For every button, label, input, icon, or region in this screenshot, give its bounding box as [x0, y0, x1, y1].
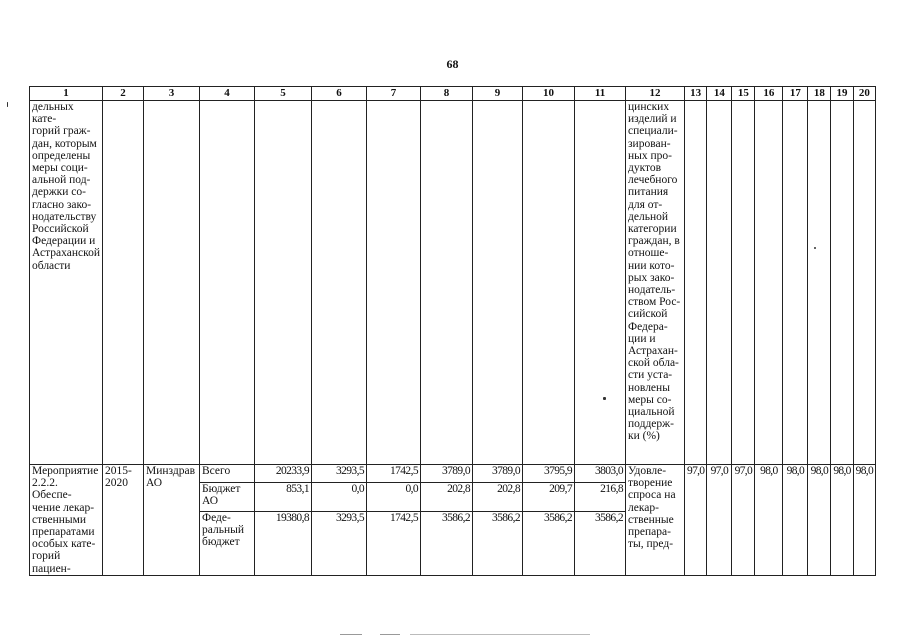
amount-cell: 1742,5 [367, 511, 421, 575]
empty-cell [783, 101, 808, 465]
amount-cell: 3789,0 [473, 465, 523, 483]
indicator-value-cell: 98,0 [783, 465, 808, 576]
amount-cell: 0,0 [312, 483, 367, 512]
empty-cell [732, 101, 755, 465]
activity-name-cell: Мероприятие 2.2.2. Обеспе- чение лекар- ственными препаратами особых кате- горий пациен- [30, 465, 103, 576]
amount-cell: 19380,8 [255, 511, 312, 575]
empty-cell [808, 101, 831, 465]
empty-cell [707, 101, 732, 465]
funding-source-cell: Бюджет АО [200, 483, 255, 512]
funding-source-cell: Феде- ральный бюджет [200, 511, 255, 575]
empty-cell [685, 101, 707, 465]
column-number: 17 [783, 87, 808, 101]
column-number: 3 [144, 87, 200, 101]
amount-cell: 202,8 [473, 483, 523, 512]
column-number: 12 [626, 87, 685, 101]
column-number: 2 [103, 87, 144, 101]
indicator-value-cell: 98,0 [755, 465, 783, 576]
column-number: 6 [312, 87, 367, 101]
empty-cell [103, 101, 144, 465]
amount-cell: 3293,5 [312, 511, 367, 575]
program-table [29, 86, 876, 576]
column-number: 14 [707, 87, 732, 101]
column-number: 4 [200, 87, 255, 101]
column-number: 8 [421, 87, 473, 101]
amount-cell: 3795,9 [523, 465, 575, 483]
amount-cell: 3803,0 [575, 465, 626, 483]
indicator-value-cell: 97,0 [732, 465, 755, 576]
funding-source-cell: Всего [200, 465, 255, 483]
scan-edge-line [340, 634, 362, 635]
amount-cell: 20233,9 [255, 465, 312, 483]
empty-cell [144, 101, 200, 465]
scan-speck [603, 397, 606, 400]
amount-cell: 0,0 [367, 483, 421, 512]
empty-cell [831, 101, 853, 465]
page-number: 68 [446, 57, 459, 71]
amount-cell: 202,8 [421, 483, 473, 512]
amount-cell: 3586,2 [473, 511, 523, 575]
empty-cell [575, 101, 626, 465]
column-number: 15 [732, 87, 755, 101]
empty-cell [367, 101, 421, 465]
amount-cell: 3586,2 [575, 511, 626, 575]
column-number: 19 [831, 87, 853, 101]
amount-cell: 3586,2 [523, 511, 575, 575]
amount-cell: 3789,0 [421, 465, 473, 483]
indicator-value-cell: 97,0 [707, 465, 732, 576]
empty-cell [200, 101, 255, 465]
amount-cell: 209,7 [523, 483, 575, 512]
column-number: 16 [755, 87, 783, 101]
empty-cell [473, 101, 523, 465]
empty-cell [755, 101, 783, 465]
period-cell: 2015- 2020 [103, 465, 144, 576]
column-number: 18 [808, 87, 831, 101]
empty-cell [255, 101, 312, 465]
column-number: 7 [367, 87, 421, 101]
activity-name-cell: дельных кате- горий граж- дан, которым определены меры соци- альной под- держки со- гласно зако- нодательству Российской Федерации и Астраханской области [30, 101, 103, 465]
scan-edge-line [380, 634, 400, 635]
scan-speck [7, 102, 8, 107]
column-number: 9 [473, 87, 523, 101]
empty-cell [312, 101, 367, 465]
indicator-value-cell: 97,0 [685, 465, 707, 576]
amount-cell: 853,1 [255, 483, 312, 512]
indicator-name-cell: Удовле- творение спроса на лекар- ственные препара- ты, пред- [626, 465, 685, 576]
column-number: 1 [30, 87, 103, 101]
scan-speck [814, 247, 816, 249]
column-number: 11 [575, 87, 626, 101]
amount-cell: 3293,5 [312, 465, 367, 483]
amount-cell: 216,8 [575, 483, 626, 512]
indicator-value-cell: 98,0 [808, 465, 831, 576]
column-number: 13 [685, 87, 707, 101]
column-number: 10 [523, 87, 575, 101]
table-row [30, 101, 876, 465]
empty-cell [421, 101, 473, 465]
indicator-value-cell: 98,0 [831, 465, 853, 576]
executor-cell: Минздрав АО [144, 465, 200, 576]
scan-edge-line [410, 634, 590, 635]
column-number: 5 [255, 87, 312, 101]
table-row [30, 465, 876, 483]
column-number: 20 [853, 87, 875, 101]
column-number-row [30, 87, 876, 101]
empty-cell [853, 101, 875, 465]
empty-cell [523, 101, 575, 465]
amount-cell: 3586,2 [421, 511, 473, 575]
amount-cell: 1742,5 [367, 465, 421, 483]
indicator-name-cell: цинских изделий и специали- зирован- ных про- дуктов лечебного питания для от- дельной категории граждан, в отноше- нии кото- рых зако- нодатель- ством Рос- сийской Федера- ции и Астрахан- ской обла- сти уста- новлены меры со- циальной поддерж- ки (%) [626, 101, 685, 465]
indicator-value-cell: 98,0 [853, 465, 875, 576]
